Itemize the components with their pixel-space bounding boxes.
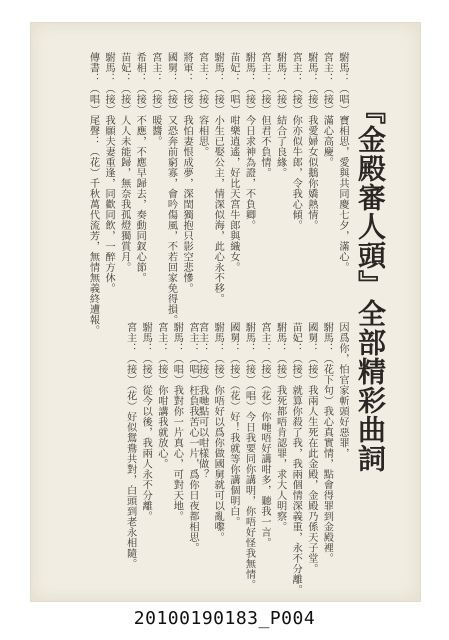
lyric-line: 苗妃：（接）就算你殺了我，我兩個情深義重，永不分離。	[290, 322, 302, 595]
lyric-line: 駙馬：（接）今日求神為證，不負卿。	[243, 52, 255, 231]
page-title: 『金殿審人頭』全部精彩曲詞	[354, 96, 387, 473]
archive-id-caption: 20100190183_P004	[133, 608, 316, 629]
lyric-line: 駙馬：（接）我愛婦女似鵝你嬌熱情。	[305, 52, 317, 231]
lyric-line: 駙馬：（接）我死都唔肯認罪，求大人明察。	[274, 322, 286, 532]
lyric-line: 宮主：（接）容相思。	[196, 52, 208, 157]
lyric-line: 宮主：（接）暖醬。	[149, 52, 161, 147]
lyric-line: 宮主：（接）（花）你哋唔好講咁多，聽我一言。	[259, 322, 271, 548]
lyric-line: 駙馬：（接）我願夫妻重逢，同歡同飲，一醉方休。	[103, 52, 115, 294]
lyric-line: 國舅：（接）又恐奔前窮寡，會吟傷風，不若回家免得損。	[165, 52, 177, 325]
lyrics-block-bottom	[58, 322, 200, 572]
lyric-line: 駙馬：（接）（唱）今日我要同你講明，你唔好怪我無情。	[243, 322, 255, 590]
lyric-line: 駙馬：（唱）寶相思，愛與共同慶七夕，滿心。	[337, 52, 348, 273]
lyric-line: 駙馬：（花下句）我心真實情，點會得罪到金殿裡。	[321, 322, 333, 564]
lyric-line: 希相：（接）不應，不應早歸去，奏動同釵心節。	[134, 52, 146, 283]
lyric-line: 將軍：（接）我怕妻恨成夢，深閨獨抱只影空悲慘。	[181, 52, 193, 294]
lyric-line: 駙馬：（接）從今以後，我兩人永不分離。	[140, 322, 152, 522]
lyrics-block-top	[58, 52, 350, 336]
lyric-line: 因爲你，怕官家斬頭好惡罪，	[337, 322, 348, 459]
lyric-line: 駙馬：（接）你唔好以爲你做國舅就可以亂嚟。	[212, 322, 224, 543]
lyric-line: 駙馬：（唱）我對你一片真心，可對天地。	[171, 322, 183, 522]
lyric-line: 駙馬：（接）小生已娶公主，情深似海，此心永不移。	[212, 52, 224, 304]
lyric-line: 國舅：（接）我兩人生死在此金殿，金殿乃係天子堂。	[305, 322, 317, 574]
lyric-line: 傳書：（唱）尾聲：（花）千秋萬代流芳，無情無義終遭報。	[87, 52, 99, 336]
lyric-line: 宮主：（接）我哋點可以咁樣做？	[196, 322, 208, 480]
lyric-line: 駙馬：（接）結合了良緣。	[274, 52, 286, 178]
lyric-line: 國舅：（接）（花）好！我就等你講個明白。	[227, 322, 239, 527]
lyric-line: 宮主：（接）你咁講我就放心。	[155, 322, 167, 469]
lyric-line: 苗妃：（接）人人未能歸，無奈我孤燈獨賞月。	[118, 52, 130, 273]
lyrics-block-right	[196, 322, 350, 595]
lyric-line: 宮主：（唱）枉負我苦心一片，爲你日夜都相思。	[187, 322, 198, 553]
lyric-line: 宮主：（接）滿心高慶。	[321, 52, 333, 168]
lyric-line: 宮主：（接）但君不負情。	[259, 52, 271, 178]
lyric-line: 宮主：（接）（花）好似鴛鴦共對，白頭到老永相隨。	[124, 322, 136, 569]
lyric-line: 宮主：（接）你亦似牛郎，令我心傾。	[290, 52, 302, 231]
lyric-line: 苗妃：（唱）咁樂逍遙，好比天宮牛郎與織女。	[227, 52, 239, 273]
